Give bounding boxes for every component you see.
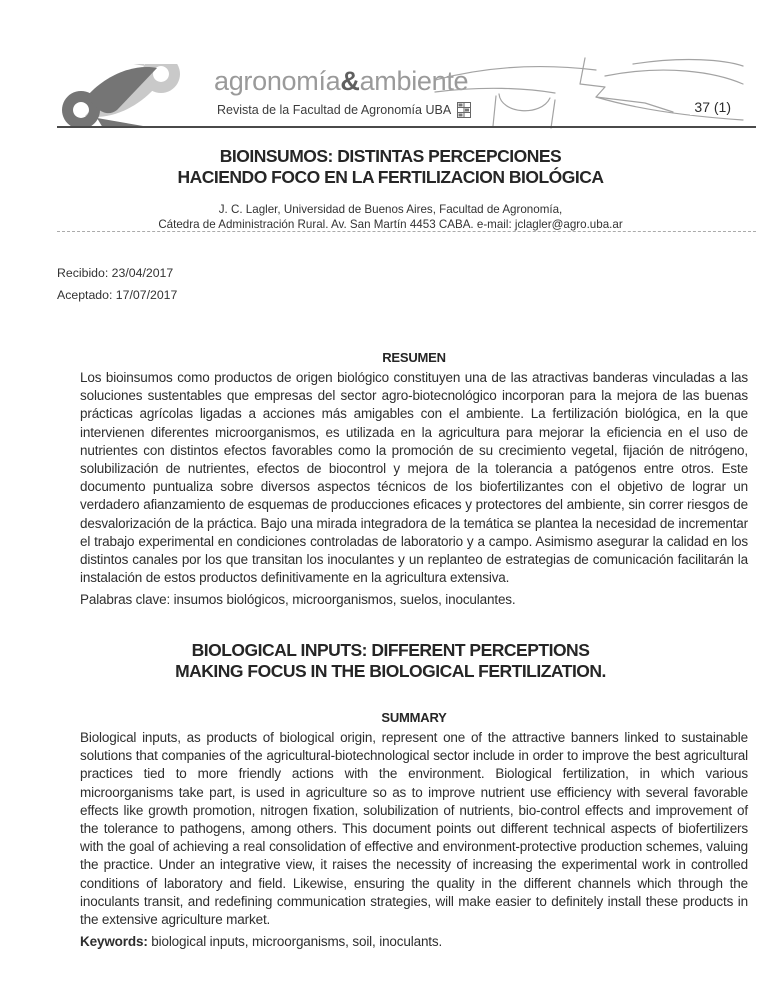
author-divider-rule (57, 231, 756, 232)
brand-ampersand: & (340, 66, 360, 96)
keywords-label: Keywords: (80, 934, 148, 950)
journal-subtitle-text: Revista de la Facultad de Agronomía UBA (217, 103, 452, 117)
accepted-date: Aceptado: 17/07/2017 (57, 287, 178, 302)
article-title-en-line2: MAKING FOCUS IN THE BIOLOGICAL FERTILIZATION. (175, 661, 606, 681)
journal-brand (214, 66, 468, 97)
article-title-es-line2: HACIENDO FOCO EN LA FERTILIZACION BIOLÓGICA (177, 167, 604, 187)
author-line2: Cátedra de Administración Rural. Av. San Martín 4453 CABA. e-mail: jclagler@agro.uba.ar (158, 217, 623, 231)
author-affiliation (0, 203, 781, 232)
resumen-body: Los bioinsumos como productos de origen biológico constituyen una de las atractivas banderas vinculadas a las soluciones sustentables que empresas del sector agro-biotecnológico incorporan para la mejora de las buenas prácticas agrícolas ligadas a acciones más amigables con el ambiente. La fertilización biológica, en la que intervienen diferentes microorganismos, es utilizada en la agricultura para mejorar la eficiencia en el uso de nutrientes con distintos efectos favorables como la promoción de su crecimiento vegetal, fijación de nitrógeno, solubilización de nutrientes, efectos de biocontrol y mejora de la tolerancia a patógenos entre otros. Este documento puntualiza sobre diversos aspectos técnicos de los biofertilizantes con el objetivo de lograr un verdadero afianzamiento de esquemas de producciones eficaces y protectores del ambiente, sin correr riesgos de desvalorización de la práctica. Bajo una mirada integradora de la temática se plantea la necesidad de incrementar el trabajo experimental en condiciones controladas de laboratorio y a campo. Asimismo asegurar la calidad en los distintos canales por los que transitan los inoculantes y un replanteo de estrategias de comunicación facilitarán la instalación de estos productos definitivamente en la agricultura extensiva. (80, 370, 748, 586)
keywords-line (80, 933, 748, 951)
dates-block (57, 263, 177, 306)
summary-heading: SUMMARY (381, 710, 447, 725)
agronomia-ambiente-logo-icon (57, 64, 203, 126)
resumen-heading: RESUMEN (382, 350, 446, 365)
brand-left: agronomía (214, 66, 341, 96)
summary-section (80, 710, 748, 951)
received-date: Recibido: 23/04/2017 (57, 266, 174, 280)
header-rule (57, 126, 756, 128)
keywords-text: biological inputs, microorganisms, soil, inoculants. (147, 934, 443, 950)
resumen-section (80, 350, 748, 610)
summary-body: Biological inputs, as products of biological origin, represent one of the attractive banners linked to sustainable solutions that companies of the agricultural-biotechnological sector include in order to improve the best agricultural practices tied to more friendly actions with the environment. Biological fertilization, in which various microorganisms take part, is used in agriculture so as to improve nutrient use efficiency with several favorable effects like growth promotion, nitrogen fixation, solubilization of nutrients, bio-control effects and improvement of the tolerance to pathogens, among others. This document points out different technical aspects of biofertilizers with the goal of achieving a real consolidation of effective and environment-protective production schemes, valuing the practice. Under an integrative view, it raises the necessity of increasing the experimental work in controlled conditions of laboratory and field. Likewise, ensuring the quality in the different channels which through the inoculants transit, and redefining communication strategies, will make easier to definitely install these products in the extensive agriculture market. (80, 730, 748, 928)
author-line1: J. C. Lagler, Universidad de Buenos Aires, Facultad de Agronomía, (218, 203, 563, 216)
article-title-en-line1: BIOLOGICAL INPUTS: DIFFERENT PERCEPTIONS (191, 640, 590, 660)
palabras-clave: Palabras clave: insumos biológicos, microorganismos, suelos, inoculantes. (80, 592, 516, 608)
article-title-es-line1: BIOINSUMOS: DISTINTAS PERCEPCIONES (219, 146, 562, 166)
issue-number: 37 (1) (690, 99, 731, 115)
article-title-es (0, 146, 781, 188)
article-title-en (0, 640, 781, 682)
line-art-sketch-icon (433, 56, 745, 130)
brand-right: ambiente (359, 66, 469, 96)
